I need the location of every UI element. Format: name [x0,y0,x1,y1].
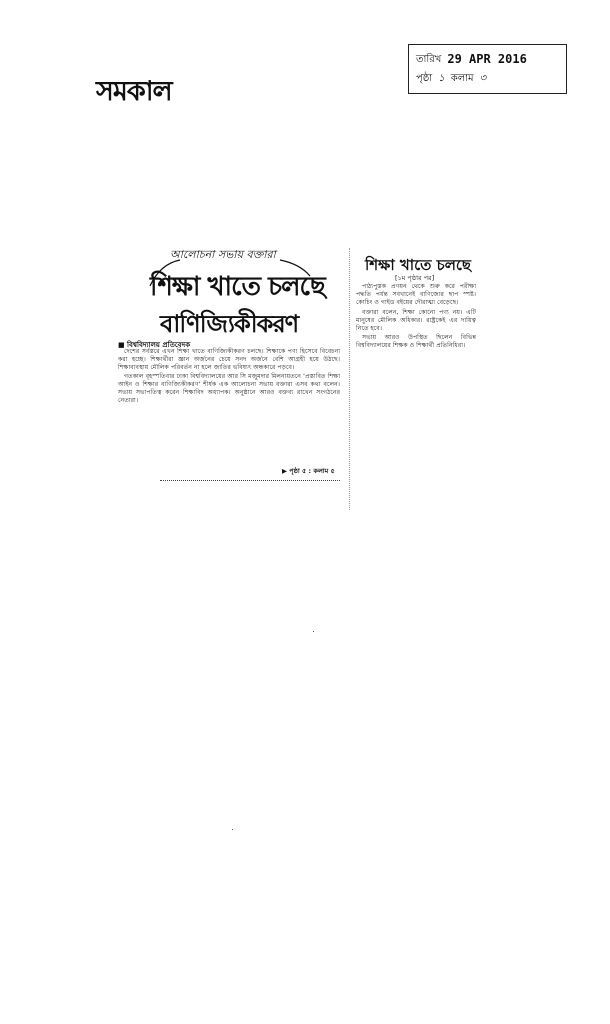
continuation-paragraph: পাঠ্যপুস্তক প্রণয়ন থেকে শুরু করে পরীক্ষা পদ্ধতি পর্যন্ত সবখানেই বাণিজ্যের ছাপ স্পষ্ট। কোচিং ও গাইড বইয়ের দৌরাত্ম্য বেড়েছে। [356,283,476,306]
newspaper-masthead: সমকাল [96,76,172,107]
article-bottom-rule [160,480,340,481]
continuation-paragraph: সভায় আরও উপস্থিত ছিলেন বিভিন্ন বিশ্ববিদ্যালয়ের শিক্ষক ও শিক্ষার্থী প্রতিনিধিরা। [356,334,476,350]
article-paragraph: দেশের সর্বস্তরে এখন শিক্ষা খাতে বাণিজ্যিকীকরণ চলছে। শিক্ষাকে পণ্য হিসেবে বিবেচনা করা হচ্ছে। শিক্ষার্থীরা জ্ঞান অর্জনের চেয়ে সনদ অর্জনে বেশি আগ্রহী হয়ে উঠছে। শিক্ষাব্যবস্থায় মৌলিক পরিবর্তন না হলে জাতির ভবিষ্যৎ অন্ধকারে পড়বে। [118,348,340,371]
article-kicker: আলোচনা সভায় বক্তারা [170,248,276,261]
column-divider [349,248,350,510]
clipping-stamp [408,44,567,94]
stamp-page-value: ১ [438,73,445,84]
continuation-body [356,283,476,352]
scan-speck [313,631,314,632]
stamp-column-label: কলাম [450,73,474,84]
continued-on-label [282,466,335,477]
scan-speck [232,829,233,830]
stamp-page-label: পৃষ্ঠা [416,73,433,84]
article-headline-line-2: বাণিজ্যিকীকরণ [160,309,299,338]
continuation-headline: শিক্ষা খাতে চলছে [365,256,471,274]
stamp-date-value: 29 APR 2016 [447,52,527,66]
continuation-sub: [১ম পৃষ্ঠার পর] [395,274,435,282]
stamp-column-value: ৩ [479,73,487,84]
article-body [118,348,340,407]
article-byline: ■ বিশ্ববিদ্যালয় প্রতিবেদক [118,341,191,349]
continuation-paragraph: বক্তারা বলেন, শিক্ষা কোনো পণ্য নয়। এটি মানুষের মৌলিক অধিকার। রাষ্ট্রকেই এর দায়িত্ব নিতে হবে। [356,308,476,332]
arrow-icon: ▶ [282,467,287,475]
article-paragraph: গতকাল বৃহস্পতিবার ঢাকা বিশ্ববিদ্যালয়ের আর সি মজুমদার মিলনায়তনে 'প্রস্তাবিত শিক্ষা আইন ও শিক্ষার বাণিজ্যিকীকরণ' শীর্ষক এক আলোচনা সভায় বক্তারা এসব কথা বলেন। সভায় সভাপতিত্ব করেন শিক্ষাবিদ অধ্যাপক। অনুষ্ঠানে আরও বক্তব্য রাখেন সংগঠনের নেতারা। [118,373,340,404]
article-headline-line-1: শিক্ষা খাতে চলছে [150,272,325,302]
stamp-date-label: তারিখ [416,54,442,65]
continued-on-text: পৃষ্ঠা ৫ : কলাম ৫ [289,467,335,475]
